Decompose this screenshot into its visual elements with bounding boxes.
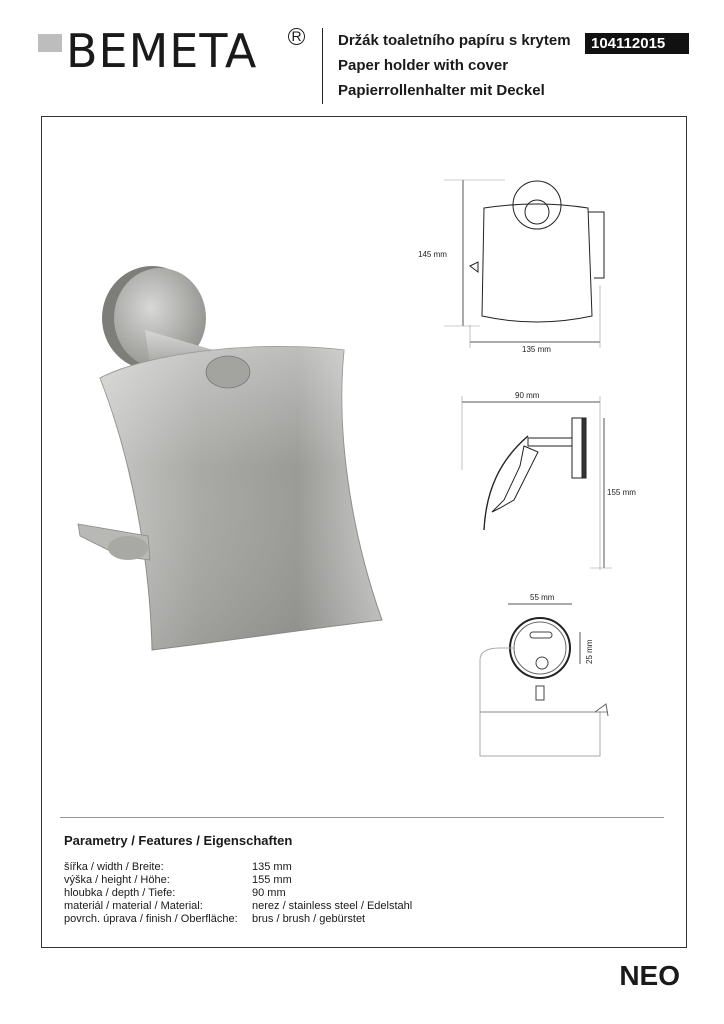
features-table [64, 861, 412, 926]
side-view-drawing [462, 396, 612, 570]
feature-value: 155 mm [252, 874, 292, 886]
product-code: 104112015 [585, 33, 689, 54]
feature-row [64, 913, 412, 926]
feature-label: šířka / width / Breite: [64, 861, 164, 873]
feature-value: nerez / stainless steel / Edelstahl [252, 900, 413, 912]
mount-view-drawing [480, 604, 608, 756]
feature-value: 90 mm [252, 887, 286, 899]
dim-mount-diameter: 55 mm [530, 593, 555, 602]
features-divider [60, 817, 664, 818]
dim-front-width: 135 mm [522, 345, 551, 354]
title-cs: Držák toaletního papíru s krytem [338, 32, 571, 49]
dim-front-height: 145 mm [418, 250, 447, 259]
dim-side-height: 155 mm [607, 488, 636, 497]
dim-side-depth: 90 mm [515, 391, 540, 400]
feature-row [64, 900, 412, 913]
feature-value: brus / brush / gebürstet [252, 913, 366, 925]
series-name: NEO [619, 960, 680, 991]
feature-label: povrch. úprava / finish / Oberfläche: [64, 913, 238, 925]
features-title: Parametry / Features / Eigenschaften [64, 833, 293, 848]
feature-label: materiál / material / Material: [64, 900, 203, 912]
front-view-drawing [444, 180, 604, 348]
feature-value: 135 mm [252, 861, 292, 873]
feature-row [64, 887, 412, 900]
title-en: Paper holder with cover [338, 57, 509, 74]
feature-row [64, 874, 412, 887]
feature-row [64, 861, 412, 874]
feature-label: výška / height / Höhe: [64, 874, 170, 886]
dim-mount-offset: 25 mm [585, 639, 594, 664]
title-de: Papierrollenhalter mit Deckel [338, 82, 545, 99]
feature-label: hloubka / depth / Tiefe: [64, 887, 176, 899]
registered-mark: R [288, 28, 305, 45]
logo-text: BEMETA [66, 24, 258, 78]
